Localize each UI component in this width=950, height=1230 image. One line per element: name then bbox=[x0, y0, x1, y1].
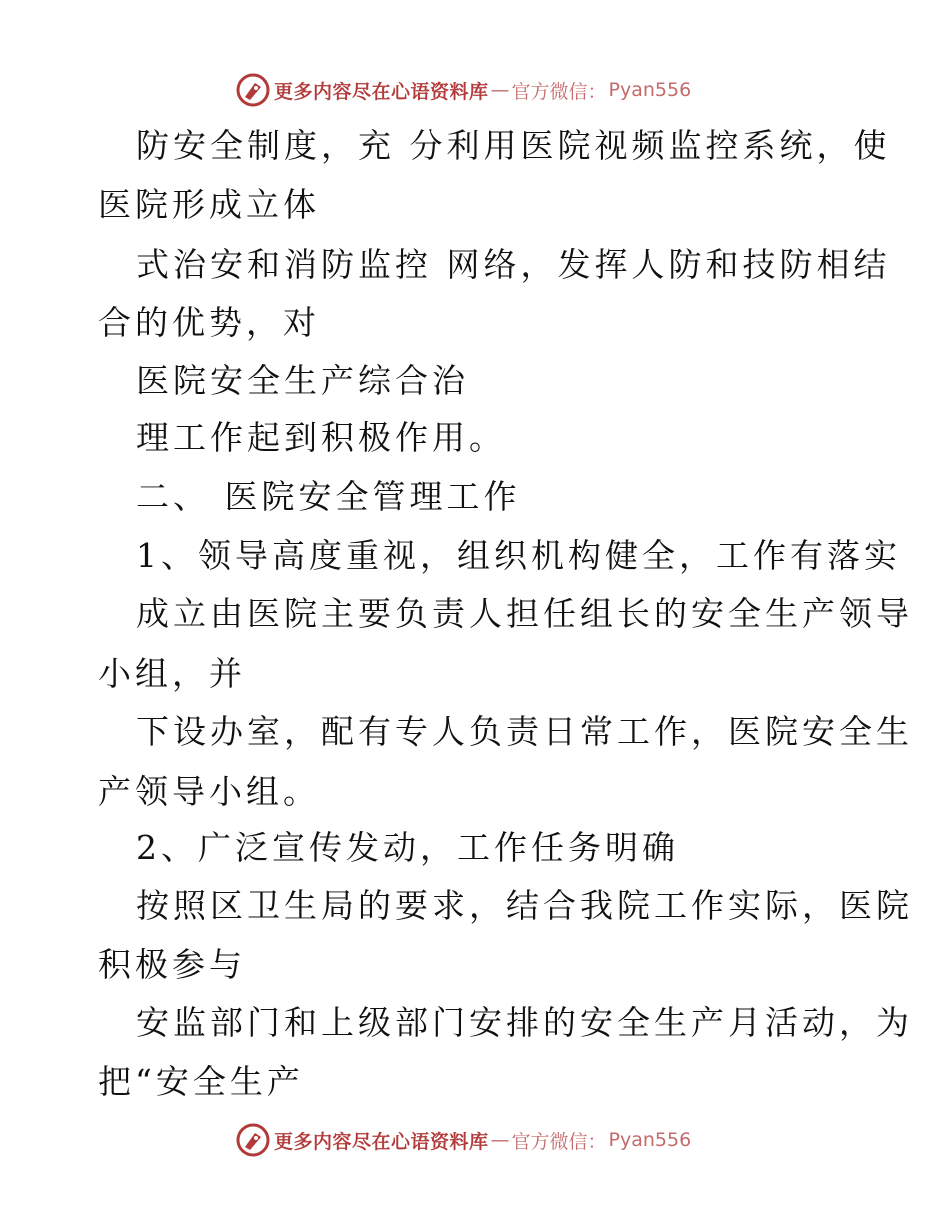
banner-separator: — bbox=[490, 1129, 510, 1151]
text-line: 安监部门和上级部门安排的安全生产月活动，为 bbox=[136, 1003, 913, 1042]
banner-text: 更多内容尽在心语资料库 bbox=[274, 1130, 489, 1153]
banner-wechat-id: Pyan556 bbox=[608, 1129, 692, 1151]
footer-watermark-banner bbox=[236, 1122, 691, 1158]
text-line: 按照区卫生局的要求，结合我院工作实际，医院 bbox=[136, 886, 913, 925]
pen-nib-logo-icon bbox=[236, 73, 270, 107]
banner-separator: — bbox=[490, 79, 510, 101]
banner-wechat-label: 官方微信： bbox=[511, 80, 607, 103]
text-line: 下设办室，配有专人负责日常工作，医院安全生 bbox=[136, 712, 913, 751]
banner-text: 更多内容尽在心语资料库 bbox=[274, 80, 489, 103]
header-watermark-banner bbox=[236, 72, 691, 108]
text-line: 理工作起到积极作用。 bbox=[136, 418, 506, 457]
section-heading: 二、 医院安全管理工作 bbox=[136, 477, 521, 516]
text-line: 积极参与 bbox=[98, 945, 246, 984]
banner-wechat-label: 官方微信： bbox=[511, 1130, 607, 1153]
subsection-heading: 1、领导高度重视，组织机构健全，工作有落实 bbox=[136, 536, 901, 575]
banner-wechat-id: Pyan556 bbox=[608, 79, 692, 101]
text-line: 成立由医院主要负责人担任组长的安全生产领导 bbox=[136, 594, 913, 633]
text-line: 防安全制度，充 分利用医院视频监控系统，使 bbox=[136, 126, 891, 165]
subsection-heading: 2、广泛宣传发动，工作任务明确 bbox=[136, 828, 679, 867]
pen-nib-logo-icon bbox=[236, 1123, 270, 1157]
text-line: 式治安和消防监控 网络，发挥人防和技防相结 bbox=[136, 245, 891, 284]
text-line: 小组，并 bbox=[98, 654, 246, 693]
text-line: 医院安全生产综合治 bbox=[136, 361, 469, 400]
text-line: 把“安全生产 bbox=[98, 1062, 304, 1101]
text-line: 医院形成立体 bbox=[98, 185, 320, 224]
text-line: 合的优势，对 bbox=[98, 303, 320, 342]
text-line: 产领导小组。 bbox=[98, 772, 320, 811]
